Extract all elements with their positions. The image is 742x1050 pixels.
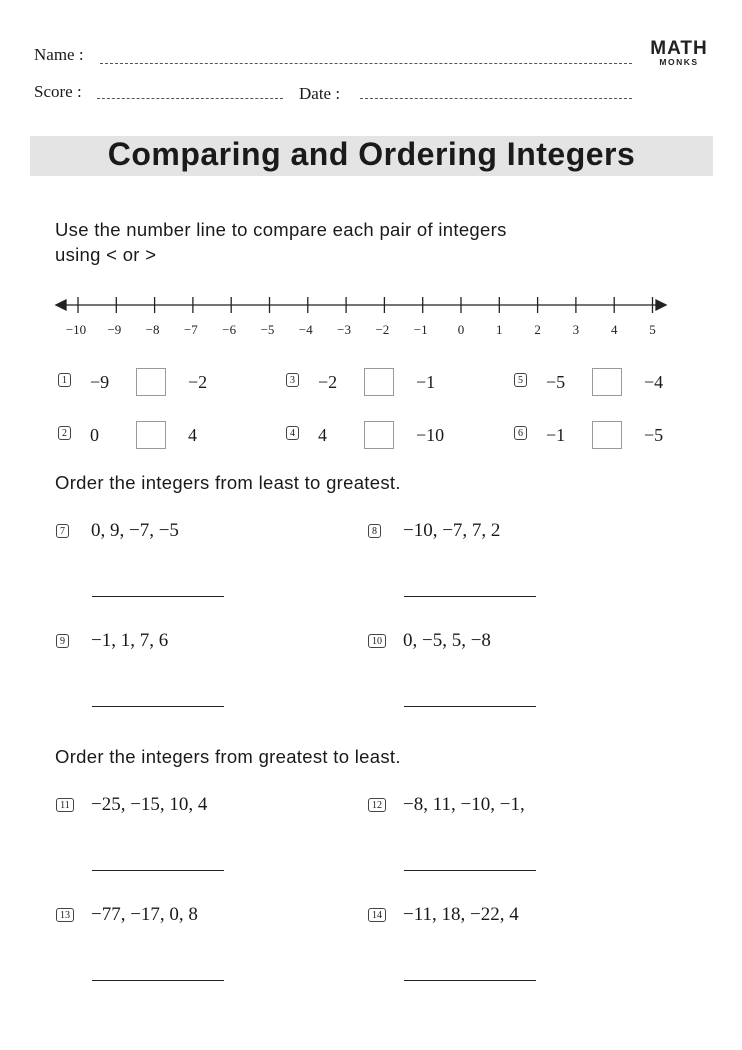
compare-problem	[58, 423, 218, 453]
number-line-label: 3	[572, 322, 580, 337]
number-line-label: −6	[222, 322, 237, 337]
name-label: Name :	[34, 45, 84, 64]
comparison-answer-box[interactable]	[136, 421, 166, 449]
number-line-label: 0	[457, 322, 465, 337]
compare-problem	[514, 370, 674, 400]
problem-number: 1	[58, 373, 71, 387]
answer-line[interactable]	[92, 706, 224, 707]
number-line-label: 4	[610, 322, 618, 337]
date-field[interactable]	[360, 98, 632, 99]
number-line-label: −4	[298, 322, 313, 337]
ordering-problem	[368, 904, 628, 994]
comparison-answer-box[interactable]	[592, 421, 622, 449]
problem-number: 14	[368, 908, 386, 922]
problem-number: 6	[514, 426, 527, 440]
integer-list: −77, −17, 0, 8	[91, 904, 198, 925]
number-line-label: 5	[649, 322, 656, 337]
problem-number: 12	[368, 798, 386, 812]
right-arrow-icon	[656, 300, 666, 310]
number-line-label: −5	[260, 322, 275, 337]
number-line	[50, 290, 680, 348]
math-monks-logo	[648, 38, 710, 67]
answer-line[interactable]	[92, 980, 224, 981]
problem-number: 8	[368, 524, 381, 538]
number-line-label: −10	[65, 322, 87, 337]
integer-list: −11, 18, −22, 4	[403, 904, 519, 925]
second-integer: −1	[416, 372, 436, 392]
comparison-answer-box[interactable]	[364, 368, 394, 396]
problem-number: 7	[56, 524, 69, 538]
second-integer: −10	[416, 425, 445, 445]
left-arrow-icon	[56, 300, 66, 310]
problem-number: 9	[56, 634, 69, 648]
number-line-label: −8	[145, 322, 160, 337]
title-band	[30, 136, 713, 176]
second-integer: −4	[644, 372, 664, 392]
ordering-problem	[56, 904, 316, 994]
problem-number: 11	[56, 798, 74, 812]
problem-number: 4	[286, 426, 299, 440]
instruction-greatest-to-least: Order the integers from greatest to least.	[55, 746, 401, 767]
date-label: Date :	[299, 84, 341, 103]
name-field[interactable]	[100, 63, 632, 64]
integer-list: −10, −7, 7, 2	[403, 520, 501, 541]
compare-problem	[286, 370, 446, 400]
ordering-problem	[56, 794, 316, 884]
logo-text: MATH	[650, 38, 708, 59]
second-integer: −5	[644, 425, 664, 445]
ordering-problem	[56, 630, 316, 720]
comparison-answer-box[interactable]	[364, 421, 394, 449]
score-label: Score :	[34, 82, 82, 101]
number-line-label: 2	[534, 322, 541, 337]
page-title: Comparing and Ordering Integers	[107, 136, 636, 172]
first-integer: −5	[546, 372, 566, 392]
integer-list: −25, −15, 10, 4	[91, 794, 208, 815]
compare-problem	[286, 423, 446, 453]
problem-number: 10	[368, 634, 386, 648]
compare-problem	[514, 423, 674, 453]
first-integer: 0	[90, 425, 99, 445]
problem-number: 13	[56, 908, 74, 922]
compare-problem	[58, 370, 218, 400]
instruction-compare-line1: Use the number line to compare each pair of integers	[55, 219, 507, 240]
answer-line[interactable]	[404, 980, 536, 981]
number-line-label: −7	[183, 322, 198, 337]
ordering-problem	[56, 520, 316, 610]
answer-line[interactable]	[404, 706, 536, 707]
integer-list: −8, 11, −10, −1,	[403, 794, 525, 815]
ordering-problem	[368, 630, 628, 720]
instruction-compare-line2: using < or >	[55, 244, 157, 265]
problem-number: 2	[58, 426, 71, 440]
number-line-label: −9	[107, 322, 122, 337]
answer-line[interactable]	[404, 870, 536, 871]
logo-subtext: MONKS	[659, 57, 699, 67]
number-line-label: −1	[413, 322, 428, 337]
answer-line[interactable]	[92, 870, 224, 871]
problem-number: 3	[286, 373, 299, 387]
score-field[interactable]	[97, 98, 283, 99]
number-line-label: −3	[337, 322, 352, 337]
integer-list: −1, 1, 7, 6	[91, 630, 169, 651]
number-line-label: −2	[375, 322, 390, 337]
first-integer: −9	[90, 372, 110, 392]
comparison-answer-box[interactable]	[592, 368, 622, 396]
number-line-label: 1	[496, 322, 503, 337]
problem-number: 5	[514, 373, 527, 387]
second-integer: 4	[188, 425, 197, 445]
first-integer: 4	[318, 425, 327, 445]
first-integer: −2	[318, 372, 338, 392]
integer-list: 0, 9, −7, −5	[91, 520, 179, 541]
ordering-problem	[368, 520, 628, 610]
instruction-least-to-greatest: Order the integers from least to greatest.	[55, 472, 401, 493]
integer-list: 0, −5, 5, −8	[403, 630, 491, 651]
ordering-problem	[368, 794, 628, 884]
first-integer: −1	[546, 425, 566, 445]
second-integer: −2	[188, 372, 208, 392]
answer-line[interactable]	[404, 596, 536, 597]
answer-line[interactable]	[92, 596, 224, 597]
comparison-answer-box[interactable]	[136, 368, 166, 396]
